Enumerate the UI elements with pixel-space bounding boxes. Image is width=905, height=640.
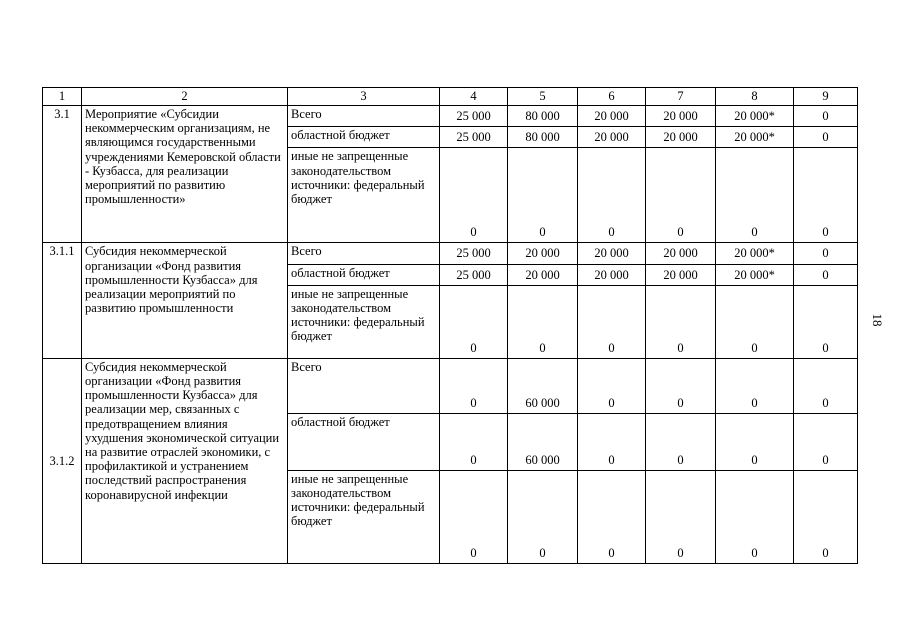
value-cell: 0 <box>578 413 646 470</box>
column-header: 3 <box>288 88 440 106</box>
value-cell: 20 000* <box>716 106 794 127</box>
value-cell: 0 <box>646 358 716 413</box>
value-cell: 0 <box>794 106 858 127</box>
value-cell: 0 <box>578 470 646 563</box>
value-cell: 25 000 <box>440 106 508 127</box>
value-cell: 80 000 <box>508 127 578 148</box>
value-cell: 0 <box>794 470 858 563</box>
value-cell: 0 <box>716 285 794 358</box>
value-cell: 0 <box>794 148 858 243</box>
column-header: 2 <box>82 88 288 106</box>
value-cell: 20 000 <box>508 264 578 285</box>
value-cell: 0 <box>440 358 508 413</box>
value-cell: 20 000* <box>716 264 794 285</box>
column-header: 7 <box>646 88 716 106</box>
item-name: Субсидия некоммерческой организации «Фонд развития промышленности Кузбасса» для реализации мероприятий по развитию промышленности <box>82 243 288 358</box>
value-cell: 0 <box>508 148 578 243</box>
value-cell: 0 <box>716 413 794 470</box>
value-cell: 0 <box>508 285 578 358</box>
item-name: Мероприятие «Субсидии некоммерческим организациям, не являющимся государственными учреждениями Кемеровской области - Кузбасса, для реализации мероприятий по развитию промышленности» <box>82 106 288 243</box>
value-cell: 0 <box>794 127 858 148</box>
value-cell: 60 000 <box>508 358 578 413</box>
page-number: 18 <box>870 313 885 327</box>
column-header: 5 <box>508 88 578 106</box>
value-cell: 0 <box>578 148 646 243</box>
source-total: Всего <box>288 243 440 264</box>
table-row <box>43 243 858 264</box>
value-cell: 0 <box>716 358 794 413</box>
value-cell: 0 <box>646 285 716 358</box>
item-number: 3.1.1 <box>43 243 82 358</box>
item-number: 3.1 <box>43 106 82 243</box>
source-other: иные не запрещенные законодательством источники: федеральный бюджет <box>288 148 440 243</box>
value-cell: 20 000 <box>578 264 646 285</box>
source-other: иные не запрещенные законодательством источники: федеральный бюджет <box>288 285 440 358</box>
value-cell: 20 000 <box>578 106 646 127</box>
value-cell: 80 000 <box>508 106 578 127</box>
value-cell: 20 000 <box>646 243 716 264</box>
value-cell: 25 000 <box>440 243 508 264</box>
value-cell: 20 000 <box>508 243 578 264</box>
budget-table <box>42 87 858 564</box>
item-number: 3.1.2 <box>43 358 82 563</box>
value-cell: 20 000 <box>646 264 716 285</box>
column-header: 9 <box>794 88 858 106</box>
source-total: Всего <box>288 358 440 413</box>
value-cell: 0 <box>578 358 646 413</box>
value-cell: 0 <box>794 358 858 413</box>
value-cell: 20 000* <box>716 243 794 264</box>
table-row <box>43 106 858 127</box>
value-cell: 0 <box>578 285 646 358</box>
source-regional: областной бюджет <box>288 264 440 285</box>
value-cell: 20 000 <box>578 243 646 264</box>
table-header-row <box>43 88 858 106</box>
value-cell: 0 <box>440 285 508 358</box>
source-total: Всего <box>288 106 440 127</box>
value-cell: 25 000 <box>440 127 508 148</box>
item-name: Субсидия некоммерческой организации «Фонд развития промышленности Кузбасса» для реализации мер, связанных с предотвращением влияния ухудшения экономической ситуации на развитие отраслей экономики, с профилактикой и устранением последствий распространения коронавирусной инфекции <box>82 358 288 563</box>
value-cell: 20 000* <box>716 127 794 148</box>
column-header: 1 <box>43 88 82 106</box>
value-cell: 0 <box>440 148 508 243</box>
value-cell: 20 000 <box>646 106 716 127</box>
source-regional: областной бюджет <box>288 127 440 148</box>
value-cell: 0 <box>716 148 794 243</box>
value-cell: 0 <box>794 413 858 470</box>
value-cell: 0 <box>646 470 716 563</box>
value-cell: 0 <box>646 413 716 470</box>
value-cell: 0 <box>646 148 716 243</box>
column-header: 8 <box>716 88 794 106</box>
value-cell: 60 000 <box>508 413 578 470</box>
value-cell: 0 <box>508 470 578 563</box>
source-other: иные не запрещенные законодательством источники: федеральный бюджет <box>288 470 440 563</box>
value-cell: 0 <box>440 470 508 563</box>
value-cell: 20 000 <box>646 127 716 148</box>
value-cell: 0 <box>440 413 508 470</box>
value-cell: 0 <box>794 264 858 285</box>
table-row <box>43 358 858 413</box>
value-cell: 0 <box>794 243 858 264</box>
value-cell: 0 <box>794 285 858 358</box>
column-header: 4 <box>440 88 508 106</box>
source-regional: областной бюджет <box>288 413 440 470</box>
value-cell: 0 <box>716 470 794 563</box>
column-header: 6 <box>578 88 646 106</box>
value-cell: 25 000 <box>440 264 508 285</box>
value-cell: 20 000 <box>578 127 646 148</box>
